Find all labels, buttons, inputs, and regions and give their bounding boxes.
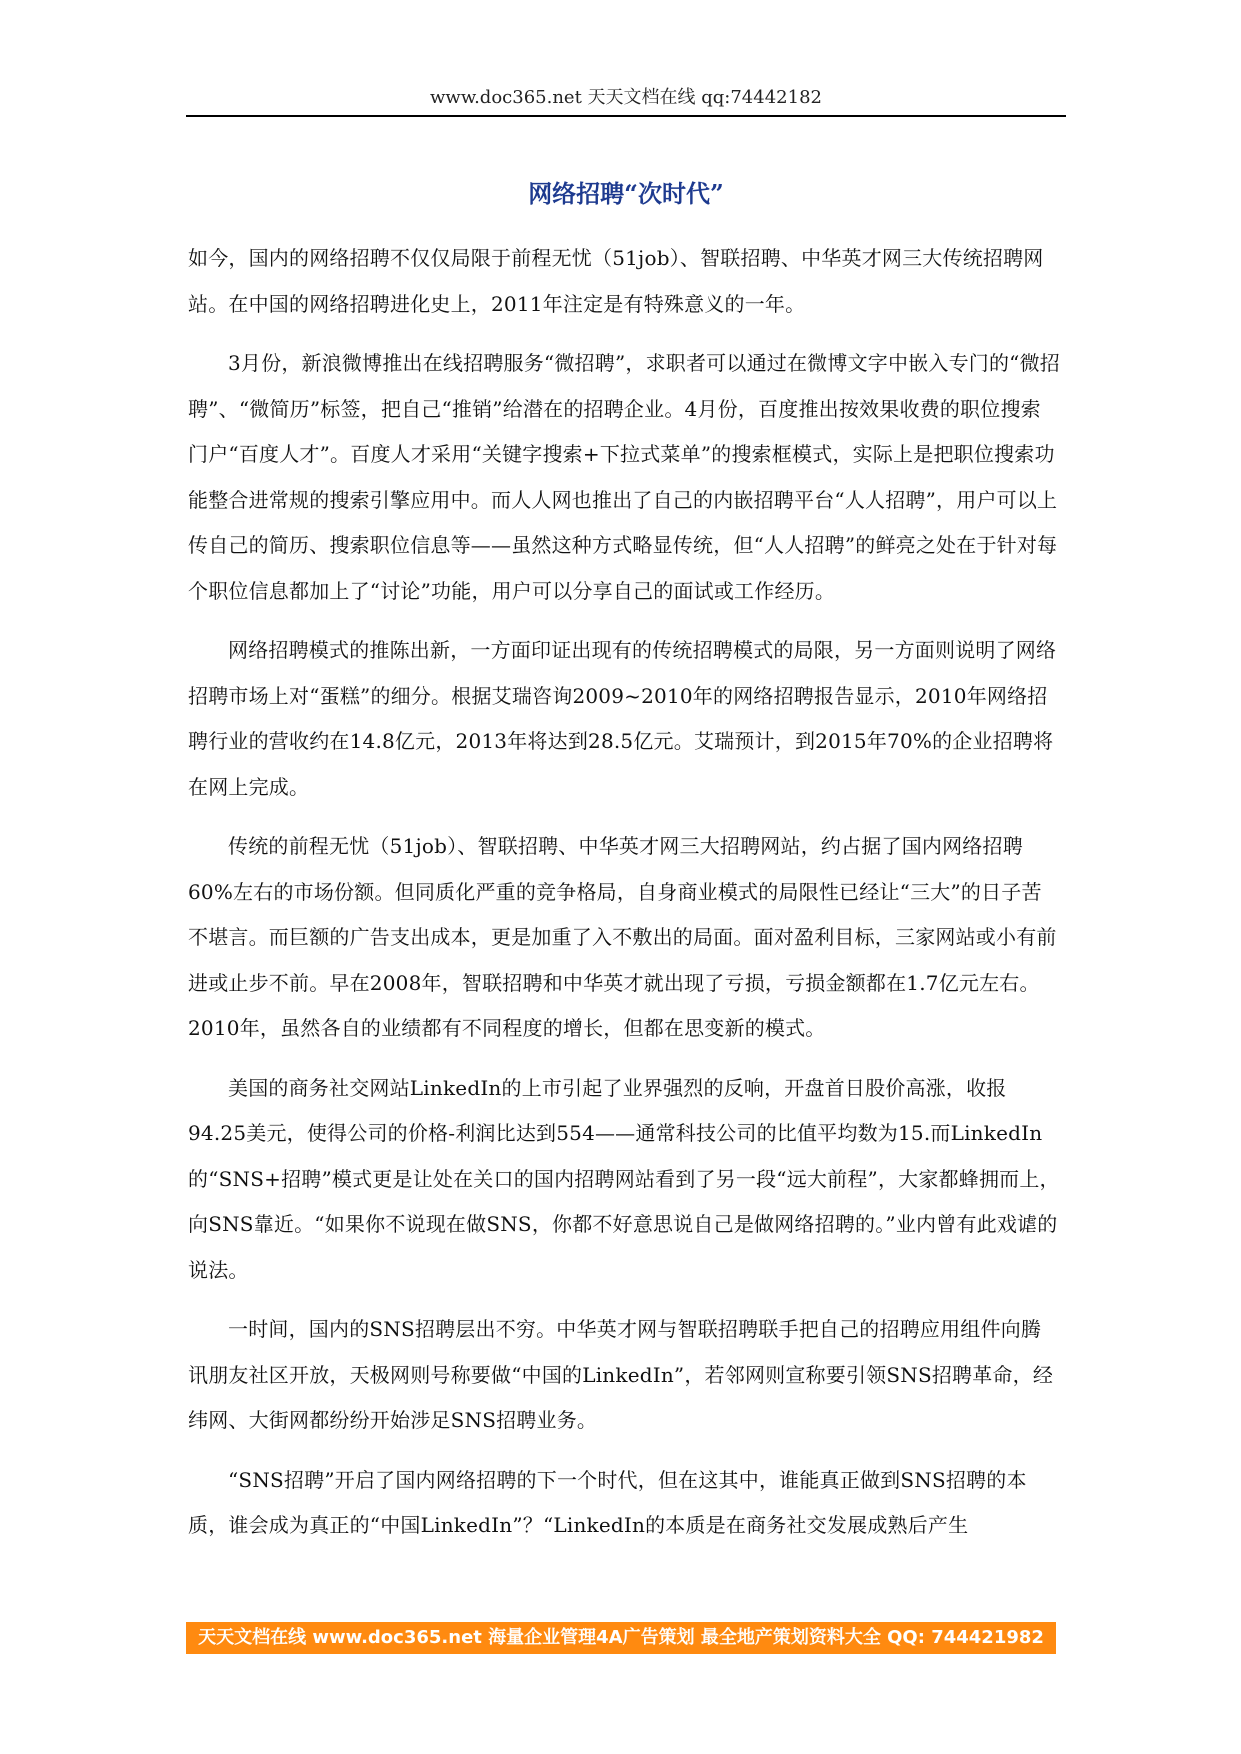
paragraph-1: 如今，国内的网络招聘不仅仅局限于前程无忧（51job）、智联招聘、中华英才网三大传统招聘网站。在中国的网络招聘进化史上，2011年注定是有特殊意义的一年。 (188, 246, 1044, 316)
footer-ad-banner[interactable]: 天天文档在线 www.doc365.net 海量企业管理4A广告策划 最全地产策划资料大全 QQ: 744421982 (186, 1622, 1056, 1654)
paragraph-2: 3月份，新浪微博推出在线招聘服务“微招聘”，求职者可以通过在微博文字中嵌入专门的“微招聘”、“微简历”标签，把自己“推销”给潜在的招聘企业。4月份，百度推出按效果收费的职位搜索门户“百度人才”。百度人才采用“关键字搜索+下拉式菜单”的搜索框模式，实际上是把职位搜索功能整合进常规的搜索引擎应用中。而人人网也推出了自己的内嵌招聘平台“人人招聘”，用户可以上传自己的简历、搜索职位信息等——虽然这种方式略显传统，但“人人招聘”的鲜亮之处在于针对每个职位信息都加上了“讨论”功能，用户可以分享自己的面试或工作经历。 (188, 351, 1060, 603)
paragraph-5: 美国的商务社交网站LinkedIn的上市引起了业界强烈的反响，开盘首日股价高涨，收报94.25美元，使得公司的价格-利润比达到554——通常科技公司的比值平均数为15.而LinkedIn的“SNS+招聘”模式更是让处在关口的国内招聘网站看到了另一段“远大前程”，大家都蜂拥而上，向SNS靠近。“如果你不说现在做SNS，你都不好意思说自己是做网络招聘的。”业内曾有此戏谑的说法。 (188, 1075, 1060, 1282)
header-divider (186, 115, 1066, 117)
page-header-text: www.doc365.net 天天文档在线 qq:74442182 (430, 87, 822, 108)
paragraph-6: 一时间，国内的SNS招聘层出不穷。中华英才网与智联招聘联手把自己的招聘应用组件向腾讯朋友社区开放，天极网则号称要做“中国的LinkedIn”，若邻网则宣称要引领SNS招聘革命，经纬网、大街网都纷纷开始涉足SNS招聘业务。 (188, 1317, 1054, 1432)
document-title: 网络招聘“次时代” (528, 179, 724, 208)
paragraph-7: “SNS招聘”开启了国内网络招聘的下一个时代，但在这其中，谁能真正做到SNS招聘的本质，谁会成为真正的“中国LinkedIn”？“LinkedIn的本质是在商务社交发展成熟后产生 (188, 1467, 1027, 1537)
paragraph-4: 传统的前程无忧（51job）、智联招聘、中华英才网三大招聘网站，约占据了国内网络招聘60%左右的市场份额。但同质化严重的竞争格局，自身商业模式的局限性已经让“三大”的日子苦不堪言。而巨额的广告支出成本，更是加重了入不敷出的局面。面对盈利目标，三家网站或小有前进或止步不前。早在2008年，智联招聘和中华英才就出现了亏损，亏损金额都在1.7亿元左右。2010年，虽然各自的业绩都有不同程度的增长，但都在思变新的模式。 (188, 834, 1057, 1040)
document-body (188, 236, 1060, 1563)
paragraph-3: 网络招聘模式的推陈出新，一方面印证出现有的传统招聘模式的局限，另一方面则说明了网络招聘市场上对“蛋糕”的细分。根据艾瑞咨询2009~2010年的网络招聘报告显示，2010年网络招聘行业的营收约在14.8亿元，2013年将达到28.5亿元。艾瑞预计，到2015年70%的企业招聘将在网上完成。 (188, 638, 1057, 799)
